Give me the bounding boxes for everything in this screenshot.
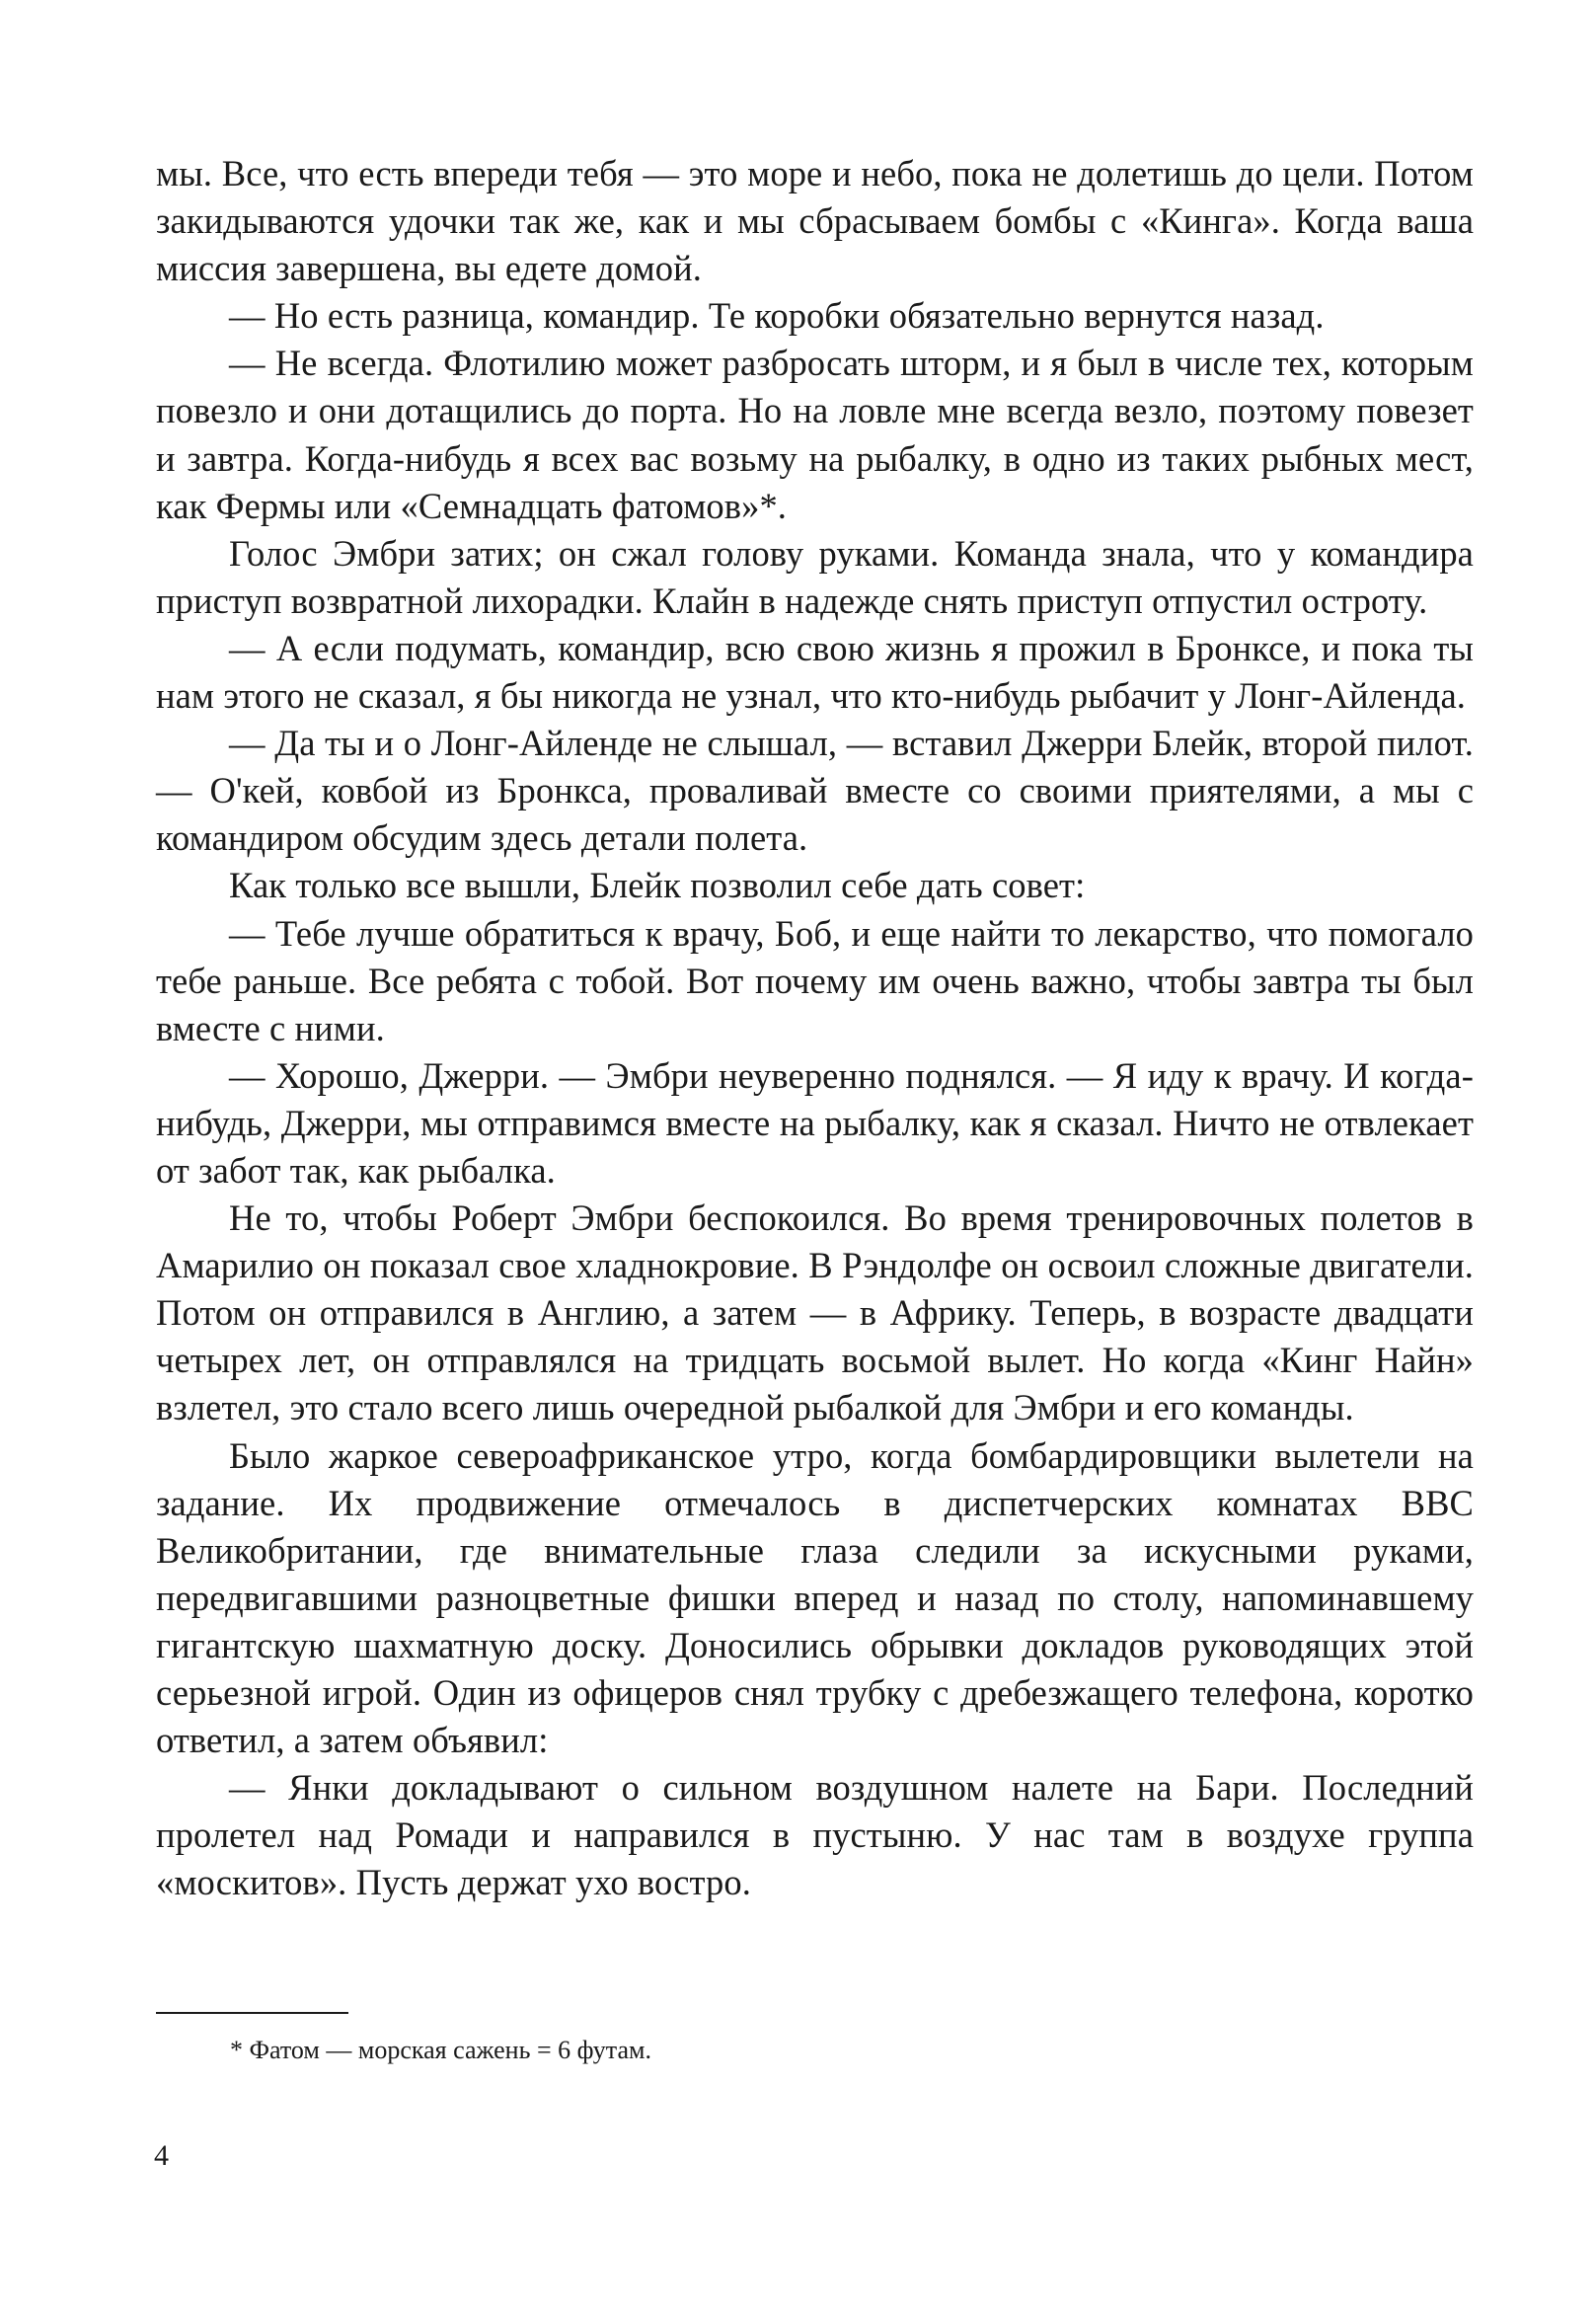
paragraph: Было жаркое североафриканское утро, когда бомбардировщики вылетели на задание. Их продвижение отмечалось в диспетчерских комнатах ВВС Великобритании, где внимательные глаза следили за искусными руками, передвигавшими разноцветные фишки вперед и назад по столу, напоминавшему гигантскую шахматную доску. Доносились обрывки докладов руководящих этой серьезной игрой. Один из офицеров снял трубку с дребезжащего телефона, коротко ответил, а затем объявил: (156, 1434, 1474, 1761)
footnote: * Фатом — морская сажень = 6 футам. (230, 2036, 651, 2064)
paragraph: — Хорошо, Джерри. — Эмбри неуверенно поднялся. — Я иду к врачу. И когда-нибудь, Джерри, мы отправимся вместе на рыбалку, как я сказал. Ничто не отвлекает от забот так, как рыбалка. (156, 1054, 1474, 1191)
page-number: 4 (154, 2139, 169, 2172)
paragraph: Не то, чтобы Роберт Эмбри беспокоился. Во время тренировочных полетов в Амарилио он показал свое хладнокровие. В Рэндолфе он освоил сложные двигатели. Потом он отправился в Англию, а затем — в Африку. Теперь, в возрасте двадцати четырех лет, он отправлялся на тридцать восьмой вылет. Но когда «Кинг Найн» взлетел, это стало всего лишь очередной рыбалкой для Эмбри и его команды. (156, 1197, 1474, 1428)
paragraph: — Да ты и о Лонг-Айленде не слышал, — вставил Джерри Блейк, второй пилот. — О'кей, ковбой из Бронкса, проваливай вместе со своими приятелями, а мы с командиром обсудим здесь детали полета. (156, 723, 1474, 859)
paragraph: — А если подумать, командир, всю свою жизнь я прожил в Бронксе, и пока ты нам этого не сказал, я бы никогда не узнал, что кто-нибудь рыбачит у Лонг-Айленда. (156, 627, 1474, 717)
paragraph: Как только все вышли, Блейк позволил себе дать совет: (229, 865, 1086, 906)
paragraph: мы. Все, что есть впереди тебя — это море и небо, пока не долетишь до цели. Потом закидываются удочки так же, как и мы сбрасываем бомбы с «Кинга». Когда ваша миссия завершена, вы едете домой. (156, 153, 1474, 289)
paragraph: — Тебе лучше обратиться к врачу, Боб, и еще найти то лекарство, что помогало тебе раньше. Все ребята с тобой. Вот почему им очень важно, чтобы завтра ты был вместе с ними. (156, 912, 1474, 1048)
paragraph: — Янки докладывают о сильном воздушном налете на Бари. Последний пролетел над Ромади и направился в пустыню. У нас там в воздухе группа «москитов». Пусть держат ухо востро. (156, 1767, 1474, 1903)
paragraph: — Но есть разница, командир. Те коробки обязательно вернутся назад. (229, 295, 1325, 337)
footnote-divider (156, 2012, 348, 2014)
body-text (156, 150, 1474, 1906)
paragraph: Голос Эмбри затих; он сжал голову руками. Команда знала, что у командира приступ возвратной лихорадки. Клайн в надежде снять приступ отпустил остроту. (156, 532, 1474, 621)
paragraph: — Не всегда. Флотилию может разбросать шторм, и я был в числе тех, которым повезло и они дотащились до порта. Но на ловле мне всегда везло, поэтому повезет и завтра. Когда-нибудь я всех вас возьму на рыбалку, в одно из таких рыбных мест, как Фермы или «Семнадцать фатомов»*. (156, 343, 1474, 526)
